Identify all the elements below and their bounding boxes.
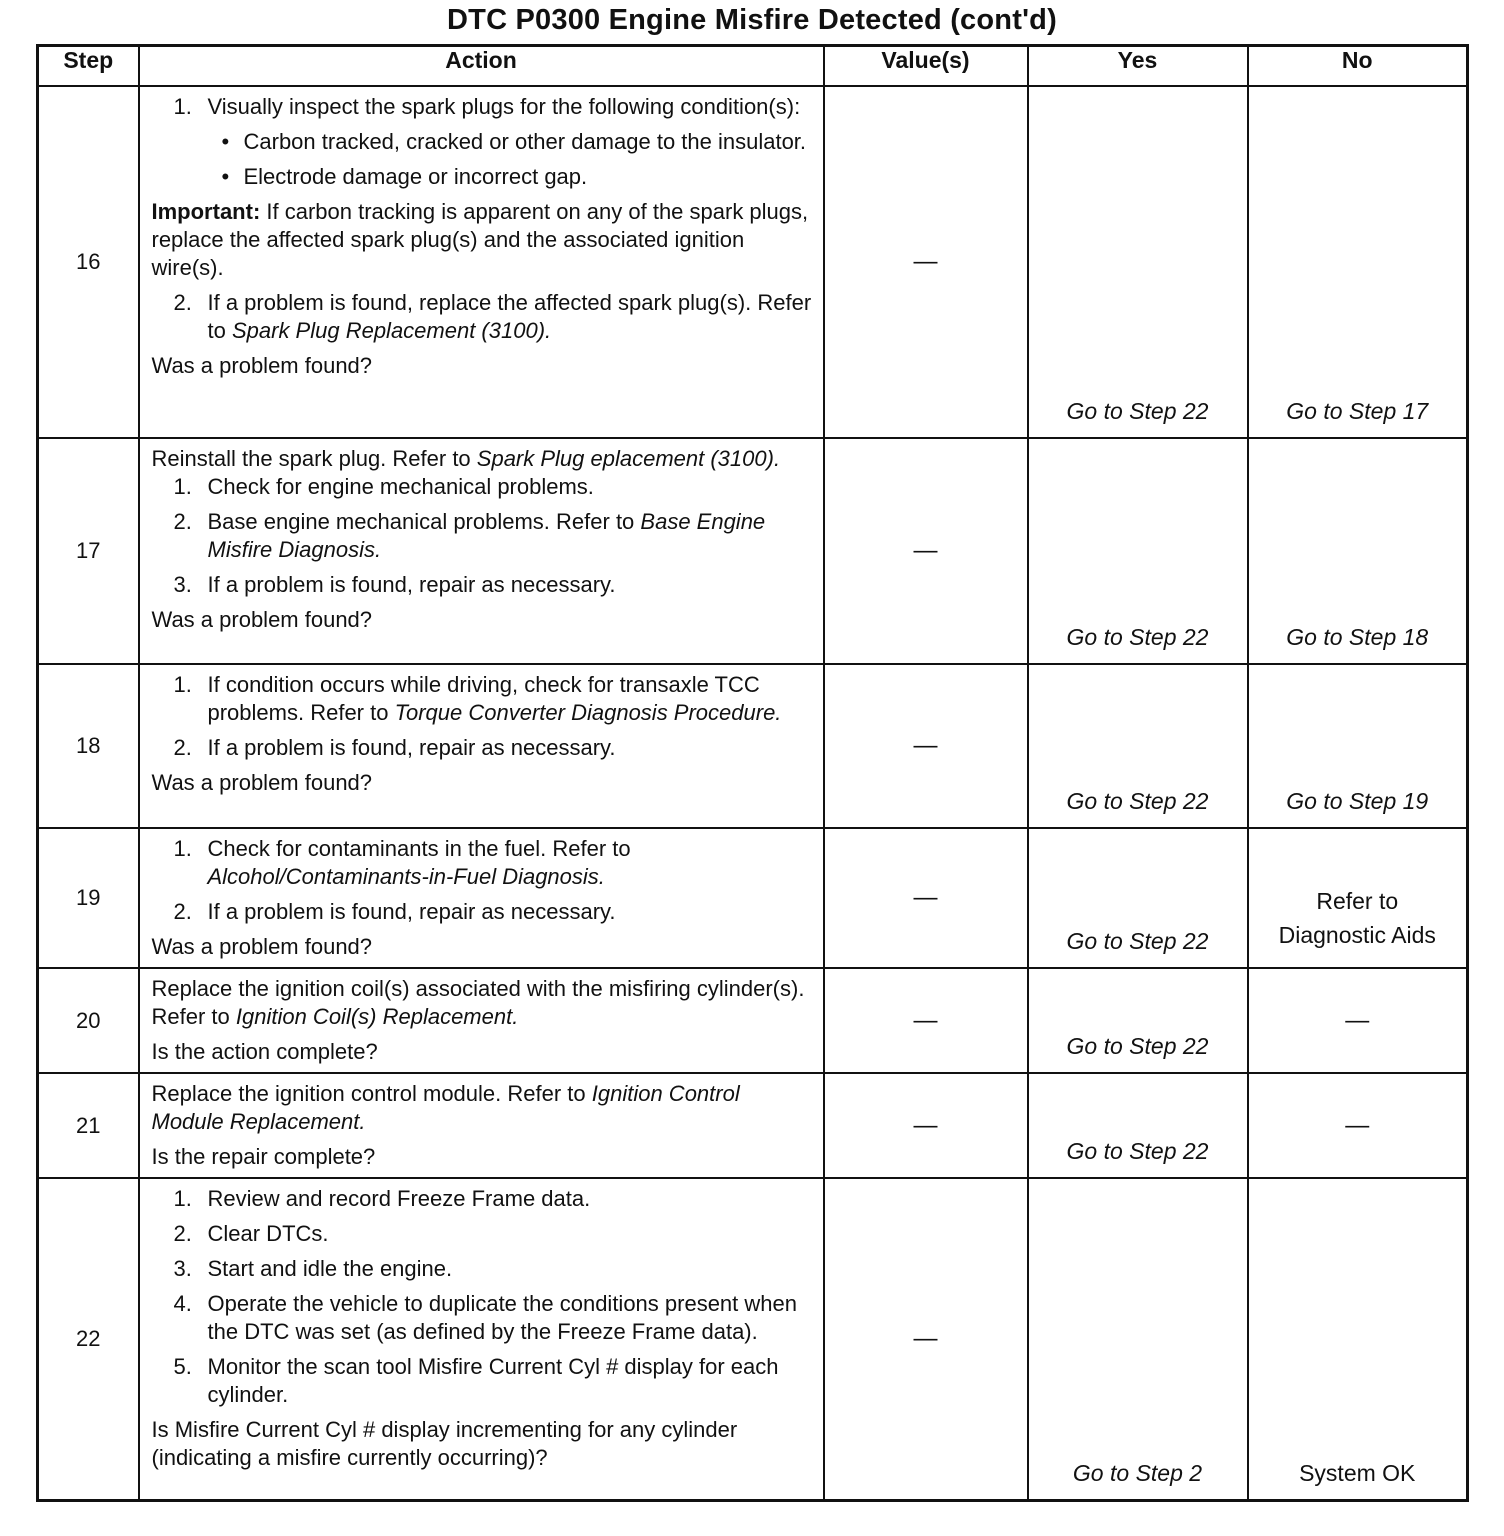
question-text: Is the repair complete? [151,1144,376,1169]
question-text: Is Misfire Current Cyl # display incrementing for any cylinder (indicating a misfire currently occurring)? [151,1417,738,1470]
action-text: If a problem is found, replace the affected spark plug(s). Refer to [207,290,812,343]
question-text: Is the action complete? [151,1039,378,1064]
value-cell: — [824,1178,1028,1500]
list-number: 2. [173,1221,192,1246]
no-cell: — [1248,1073,1468,1178]
header-no: No [1248,46,1468,87]
reference-link: Torque Converter Diagnosis Procedure. [394,700,782,725]
value-cell: — [824,1073,1028,1178]
yes-cell: Go to Step 22 [1028,968,1248,1073]
yes-cell: Go to Step 2 [1028,1178,1248,1500]
reference-link: Spark Plug Replacement (3100). [231,318,552,343]
question-text: Was a problem found? [151,934,373,959]
table-row [38,86,1468,438]
action-text: Monitor the scan tool Misfire Current Cyl # display for each cylinder. [207,1354,779,1407]
header-action: Action [139,46,824,87]
step-number: 22 [38,1178,139,1500]
action-cell [139,828,824,968]
list-number: 2. [173,509,192,534]
step-number: 16 [38,86,139,438]
bullet-icon: • [221,129,230,154]
no-cell: Go to Step 18 [1248,438,1468,664]
list-number: 2. [173,735,192,760]
list-number: 3. [173,572,192,597]
diagnostic-table [36,44,1469,1502]
yes-cell: Go to Step 22 [1028,828,1248,968]
question-text: Was a problem found? [151,353,373,378]
reference-link: Base Engine Misfire Diagnosis. [207,509,766,562]
yes-cell: Go to Step 22 [1028,86,1248,438]
action-cell [139,968,824,1073]
list-number: 1. [173,836,192,861]
table-header-row [38,46,1468,87]
value-cell: — [824,828,1028,968]
yes-cell: Go to Step 22 [1028,664,1248,828]
no-cell: Go to Step 17 [1248,86,1468,438]
no-cell [1248,828,1468,968]
action-cell [139,1073,824,1178]
value-cell: — [824,438,1028,664]
action-text: Check for engine mechanical problems. [207,474,594,499]
value-cell: — [824,86,1028,438]
yes-cell: Go to Step 22 [1028,438,1248,664]
list-number: 5. [173,1354,192,1379]
reference-link: Spark Plug eplacement (3100). [476,446,781,471]
header-step: Step [38,46,139,87]
list-number: 4. [173,1291,192,1316]
action-text: Review and record Freeze Frame data. [207,1186,591,1211]
no-cell: System OK [1248,1178,1468,1500]
action-text: Replace the ignition control module. Refer to [151,1081,592,1106]
yes-cell: Go to Step 22 [1028,1073,1248,1178]
action-cell [139,1178,824,1500]
action-text: Electrode damage or incorrect gap. [243,164,588,189]
list-number: 1. [173,94,192,119]
action-text: Carbon tracked, cracked or other damage to the insulator. [243,129,807,154]
step-number: 18 [38,664,139,828]
bullet-icon: • [221,164,230,189]
no-cell: — [1248,968,1468,1073]
reference-link: Ignition Control Module Replacement. [151,1081,740,1134]
action-text: If a problem is found, repair as necessary. [207,572,616,597]
table-row [38,828,1468,968]
action-text: Operate the vehicle to duplicate the conditions present when the DTC was set (as defined by the Freeze Frame data). [207,1291,797,1344]
action-text: If a problem is found, repair as necessary. [207,899,616,924]
value-cell: — [824,968,1028,1073]
step-number: 21 [38,1073,139,1178]
step-number: 19 [38,828,139,968]
list-number: 2. [173,290,192,315]
action-text: Base engine mechanical problems. Refer to [207,509,641,534]
action-text: Visually inspect the spark plugs for the following condition(s): [207,94,801,119]
question-text: Was a problem found? [151,770,373,795]
action-text: If condition occurs while driving, check for transaxle TCC problems. Refer to [207,672,760,725]
important-text: If carbon tracking is apparent on any of the spark plugs, replace the affected spark plug(s) and the associated ignition wire(s). [151,199,809,280]
reference-link: Alcohol/Contaminants-in-Fuel Diagnosis. [207,864,605,889]
action-text: Reinstall the spark plug. Refer to [151,446,477,471]
list-number: 1. [173,672,192,697]
header-yes: Yes [1028,46,1248,87]
list-number: 3. [173,1256,192,1281]
list-number: 2. [173,899,192,924]
step-number: 17 [38,438,139,664]
action-cell [139,86,824,438]
question-text: Was a problem found? [151,607,373,632]
table-row [38,1178,1468,1500]
header-values: Value(s) [824,46,1028,87]
no-cell: Go to Step 19 [1248,664,1468,828]
table-row [38,1073,1468,1178]
reference-link: Ignition Coil(s) Replacement. [235,1004,519,1029]
action-text: Replace the ignition coil(s) associated with the misfiring cylinder(s). Refer to [151,976,805,1029]
action-cell [139,664,824,828]
action-cell [139,438,824,664]
table-row [38,664,1468,828]
page-title: DTC P0300 Engine Misfire Detected (cont'd) [447,4,1057,36]
step-number: 20 [38,968,139,1073]
action-text: If a problem is found, repair as necessary. [207,735,616,760]
important-label: Important: [151,199,261,224]
list-number: 1. [173,1186,192,1211]
action-text: Start and idle the engine. [207,1256,453,1281]
action-text: Clear DTCs. [207,1221,329,1246]
no-text-line-1: Refer to [1316,888,1399,914]
table-row [38,968,1468,1073]
action-text: Check for contaminants in the fuel. Refer to [207,836,631,861]
value-cell: — [824,664,1028,828]
list-number: 1. [173,474,192,499]
no-text-line-2: Diagnostic Aids [1278,922,1436,948]
table-row [38,438,1468,664]
